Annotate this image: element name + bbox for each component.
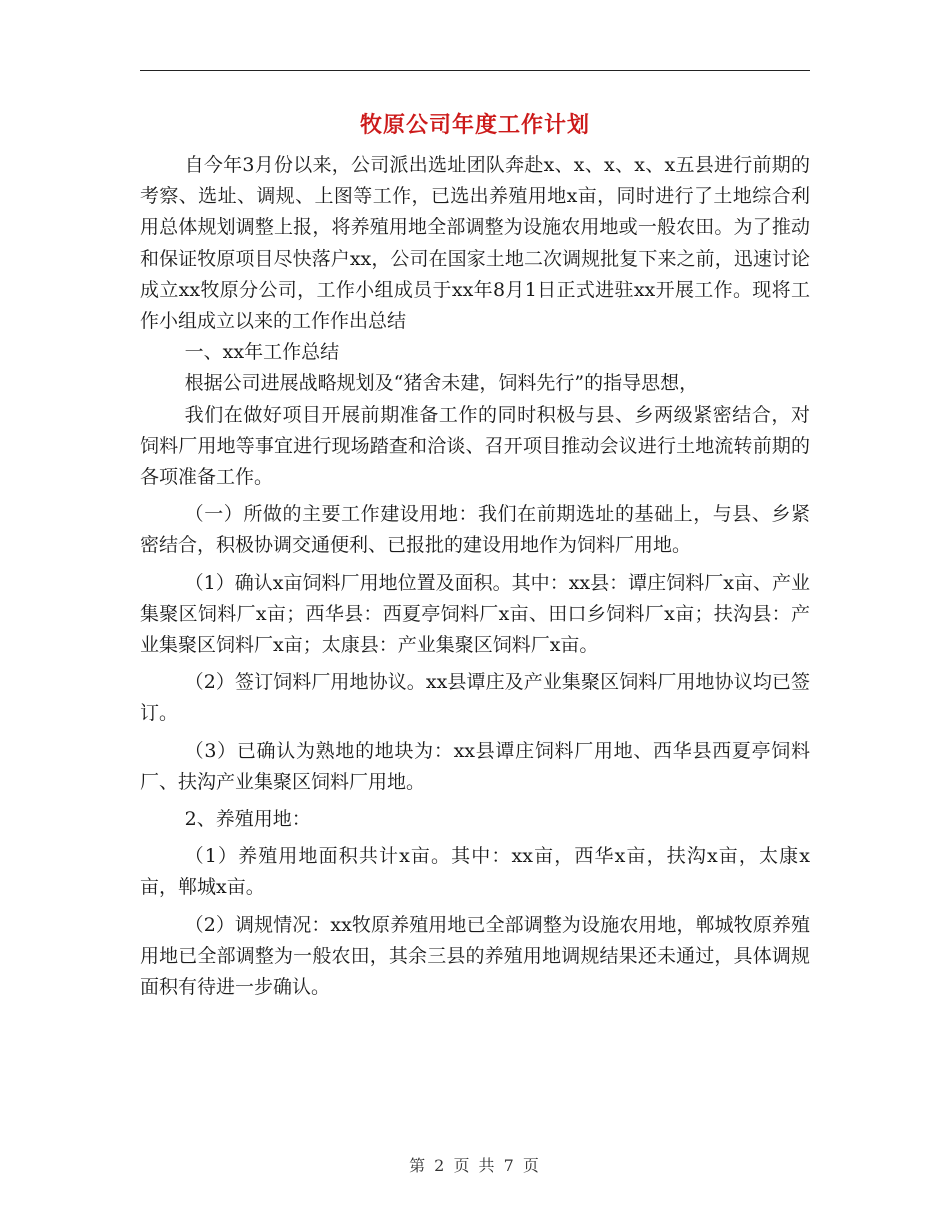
paragraph-construction-land: （一）所做的主要工作建设用地：我们在前期选址的基础上，与县、乡紧密结合，积极协调交通便利、已报批的建设用地作为饲料厂用地。 <box>140 503 810 557</box>
list-item-mature-land: （3）已确认为熟地的地块为：xx县谭庄饲料厂用地、西华县西夏亭饲料厂、扶沟产业集聚区饲料厂用地。 <box>140 739 810 793</box>
page-number: 第 2 页 共 7 页 <box>409 1156 541 1175</box>
section-heading-breeding-land: 2、养殖用地： <box>184 808 311 831</box>
list-item-sign-agreement: （2）签订饲料厂用地协议。xx县谭庄及产业集聚区饲料厂用地协议均已签订。 <box>140 671 810 725</box>
paragraph-intro: 自今年3月份以来，公司派出选址团队奔赴x、x、x、x、x五县进行前期的考察、选址、调规、上图等工作，已选出养殖用地x亩，同时进行了土地综合利用总体规划调整上报，将养殖用地全部调整为设施农用地或一般农田。为了推动和保证牧原项目尽快落户xx，公司在国家土地二次调规批复下来之前，迅速讨论成立xx牧原分公司，工作小组成员于xx年8月1日正式进驻xx开展工作。现将工作小组成立以来的工作作出总结 <box>140 154 810 333</box>
document-title: 牧原公司年度工作计划 <box>359 112 590 138</box>
list-item-confirm-land: （1）确认x亩饲料厂用地位置及面积。其中：xx县：谭庄饲料厂x亩、产业集聚区饲料厂x亩；西华县：西夏亭饲料厂x亩、田口乡饲料厂x亩；扶沟县：产业集聚区饲料厂x亩；太康县：产业集聚区饲料厂x亩。 <box>140 571 810 657</box>
paragraph-strategy: 根据公司进展战略规划及“猪舍未建，饲料先行”的指导思想， <box>184 372 699 395</box>
list-item-breeding-area: （1）养殖用地面积共计x亩。其中：xx亩，西华x亩，扶沟x亩，太康x亩，郸城x亩。 <box>140 845 810 899</box>
section-heading-summary: 一、xx年工作总结 <box>184 341 340 364</box>
list-item-planning-status: （2）调规情况：xx牧原养殖用地已全部调整为设施农用地，郸城牧原养殖用地已全部调整为一般农田，其余三县的养殖用地调规结果还未通过，具体调规面积有待进一步确认。 <box>140 913 810 999</box>
header-rule <box>140 70 810 71</box>
paragraph-preparation: 我们在做好项目开展前期准备工作的同时积极与县、乡两级紧密结合，对饲料厂用地等事宜进行现场踏查和洽谈、召开项目推动会议进行土地流转前期的各项准备工作。 <box>140 403 810 489</box>
document-body <box>140 150 810 1003</box>
